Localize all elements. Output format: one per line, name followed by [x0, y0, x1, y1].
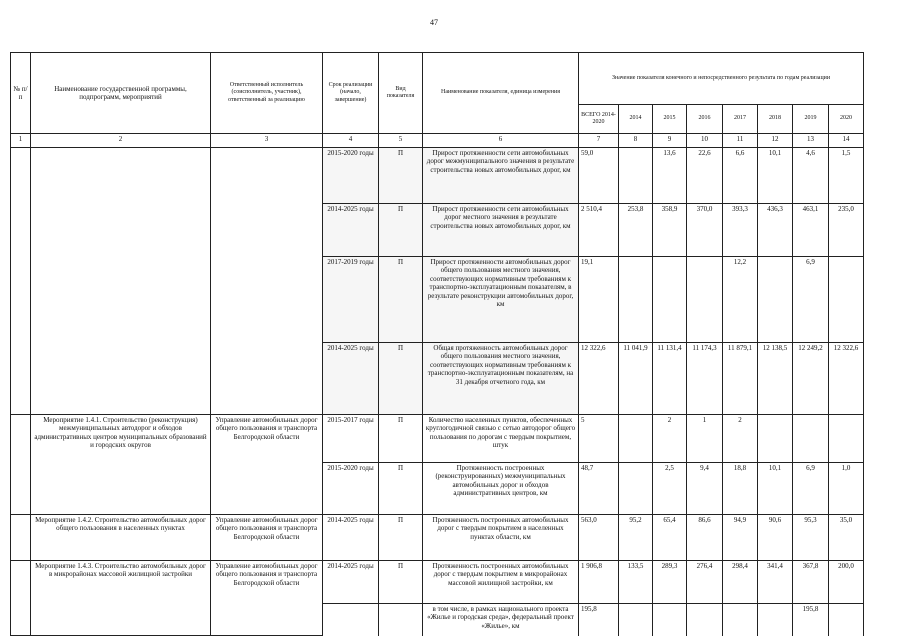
activity-name-cell: Мероприятие 1.4.1. Строительство (реконструкция) межмуниципальных автодорог и обходов административных центров муниципальных образований и городских округов [31, 415, 211, 515]
type-cell: П [379, 148, 423, 204]
header-year: 2015 [653, 105, 687, 134]
value-cell: 4,6 [793, 148, 829, 204]
value-cell: 22,6 [687, 148, 723, 204]
value-cell: 6,9 [793, 257, 829, 343]
value-cell: 2,5 [653, 463, 687, 515]
type-cell: П [379, 561, 423, 604]
value-cell [619, 415, 653, 463]
responsible-cell: Управление автомобильных дорог общего пользования и транспорта Белгородской области [211, 515, 323, 561]
indicator-cell: Прирост протяженности сети автомобильных дорог местного значения в результате строительства новых автомобильных дорог, км [423, 204, 579, 257]
value-cell: 1 [687, 415, 723, 463]
col-number: 10 [687, 134, 723, 148]
header-total: ВСЕГО 2014-2020 [579, 105, 619, 134]
type-cell: П [379, 515, 423, 561]
type-cell [379, 604, 423, 636]
value-cell: 18,8 [723, 463, 758, 515]
col-number: 8 [619, 134, 653, 148]
value-cell [653, 257, 687, 343]
term-cell: 2017-2019 годы [323, 257, 379, 343]
value-cell [619, 463, 653, 515]
indicator-cell: Протяженность построенных автомобильных дорог с твердым покрытием в населенных пунктах области, км [423, 515, 579, 561]
value-cell [793, 415, 829, 463]
header-year: 2016 [687, 105, 723, 134]
value-cell: 393,3 [723, 204, 758, 257]
total-cell: 563,0 [579, 515, 619, 561]
num-cell [11, 561, 31, 636]
header-num: № п/п [11, 53, 31, 134]
indicator-cell: Прирост протяженности сети автомобильных дорог межмуниципального значения в результате строительства новых автомобильных дорог, км [423, 148, 579, 204]
value-cell: 1,0 [829, 463, 864, 515]
value-cell: 35,0 [829, 515, 864, 561]
header-values-group: Значение показателя конечного и непосредственного результата по годам реализации [579, 53, 864, 105]
col-number: 12 [758, 134, 793, 148]
value-cell [687, 604, 723, 636]
col-number: 5 [379, 134, 423, 148]
value-cell: 95,3 [793, 515, 829, 561]
value-cell: 11 879,1 [723, 343, 758, 415]
value-cell [829, 415, 864, 463]
value-cell: 10,1 [758, 148, 793, 204]
col-number: 13 [793, 134, 829, 148]
header-term: Срок реализации (начало, завершение) [323, 53, 379, 134]
indicator-cell: Прирост протяженности автомобильных дорог общего пользования местного значения, соответствующих нормативным требованиям к транспортно-эксплуатационным показателям, в результате реконструкции автомобильных дорог, км [423, 257, 579, 343]
type-cell: П [379, 343, 423, 415]
responsible-cell [211, 148, 323, 415]
value-cell [619, 148, 653, 204]
header-responsible: Ответственный исполнитель (соисполнитель, участник), ответственный за реализацию [211, 53, 323, 134]
value-cell: 195,8 [793, 604, 829, 636]
header-year: 2019 [793, 105, 829, 134]
value-cell: 12 249,2 [793, 343, 829, 415]
term-cell: 2014-2025 годы [323, 204, 379, 257]
type-cell: П [379, 415, 423, 463]
value-cell: 11 041,9 [619, 343, 653, 415]
value-cell [619, 604, 653, 636]
value-cell [687, 257, 723, 343]
value-cell: 341,4 [758, 561, 793, 604]
table-row [11, 561, 864, 604]
col-number: 4 [323, 134, 379, 148]
value-cell: 370,0 [687, 204, 723, 257]
col-number: 9 [653, 134, 687, 148]
term-cell: 2015-2017 годы [323, 415, 379, 463]
value-cell: 11 131,4 [653, 343, 687, 415]
indicator-cell: Количество населенных пунктов, обеспеченных круглогодичной связью с сетью автодорог общего пользования по дорогам с твердым покрытием, штук [423, 415, 579, 463]
value-cell: 12 322,6 [829, 343, 864, 415]
value-cell: 253,8 [619, 204, 653, 257]
header-year: 2017 [723, 105, 758, 134]
value-cell [758, 604, 793, 636]
value-cell [829, 604, 864, 636]
header-year: 2020 [829, 105, 864, 134]
value-cell: 358,9 [653, 204, 687, 257]
term-cell: 2015-2020 годы [323, 463, 379, 515]
type-cell: П [379, 257, 423, 343]
value-cell: 12 138,5 [758, 343, 793, 415]
value-cell [723, 604, 758, 636]
value-cell: 289,3 [653, 561, 687, 604]
responsible-cell: Управление автомобильных дорог общего пользования и транспорта Белгородской области [211, 561, 323, 636]
term-cell [323, 604, 379, 636]
value-cell: 6,6 [723, 148, 758, 204]
total-cell: 2 510,4 [579, 204, 619, 257]
column-number-row [11, 134, 864, 148]
header-year: 2018 [758, 105, 793, 134]
indicator-cell: Протяженность построенных автомобильных дорог с твердым покрытием в микрорайонах массовой жилищной застройки, км [423, 561, 579, 604]
value-cell [653, 604, 687, 636]
header-year: 2014 [619, 105, 653, 134]
total-cell: 1 906,8 [579, 561, 619, 604]
total-cell: 195,8 [579, 604, 619, 636]
col-number: 1 [11, 134, 31, 148]
value-cell: 94,9 [723, 515, 758, 561]
value-cell: 367,8 [793, 561, 829, 604]
value-cell: 235,0 [829, 204, 864, 257]
type-cell: П [379, 204, 423, 257]
page-number: 47 [430, 18, 438, 27]
col-number: 14 [829, 134, 864, 148]
term-cell: 2014-2025 годы [323, 343, 379, 415]
value-cell: 133,5 [619, 561, 653, 604]
table-row [11, 148, 864, 204]
col-number: 6 [423, 134, 579, 148]
term-cell: 2014-2025 годы [323, 515, 379, 561]
indicator-cell: Общая протяженность автомобильных дорог общего пользования местного значения, соответствующих нормативным требованиям к транспортно-эксплуатационным показателям, на 31 декабря отчетного года, км [423, 343, 579, 415]
value-cell: 86,6 [687, 515, 723, 561]
name-cell [31, 148, 211, 415]
num-cell [11, 415, 31, 515]
total-cell: 59,0 [579, 148, 619, 204]
total-cell: 19,1 [579, 257, 619, 343]
activity-name-cell: Мероприятие 1.4.2. Строительство автомобильных дорог общего пользования в населенных пунктах [31, 515, 211, 561]
value-cell: 298,4 [723, 561, 758, 604]
indicator-cell: в том числе, в рамках национального проекта «Жилье и городская среда», федеральный проект «Жилье», км [423, 604, 579, 636]
total-cell: 12 322,6 [579, 343, 619, 415]
col-number: 11 [723, 134, 758, 148]
value-cell [619, 257, 653, 343]
col-number: 2 [31, 134, 211, 148]
results-table [10, 52, 864, 636]
value-cell: 6,9 [793, 463, 829, 515]
col-number: 7 [579, 134, 619, 148]
type-cell: П [379, 463, 423, 515]
table-row [11, 515, 864, 561]
col-number: 3 [211, 134, 323, 148]
responsible-cell: Управление автомобильных дорог общего пользования и транспорта Белгородской области [211, 415, 323, 515]
total-cell: 5 [579, 415, 619, 463]
header-name: Наименование государственной программы, подпрограмм, мероприятий [31, 53, 211, 134]
value-cell: 9,4 [687, 463, 723, 515]
value-cell: 11 174,3 [687, 343, 723, 415]
value-cell: 12,2 [723, 257, 758, 343]
header-type: Вид показателя [379, 53, 423, 134]
value-cell: 463,1 [793, 204, 829, 257]
indicator-cell: Протяженность построенных (реконструированных) межмуниципальных автомобильных дорог и обходов административных центров, км [423, 463, 579, 515]
value-cell: 10,1 [758, 463, 793, 515]
value-cell [829, 257, 864, 343]
total-cell: 48,7 [579, 463, 619, 515]
table-row [11, 415, 864, 463]
value-cell: 200,0 [829, 561, 864, 604]
value-cell: 2 [653, 415, 687, 463]
term-cell: 2014-2025 годы [323, 561, 379, 604]
value-cell [758, 257, 793, 343]
term-cell: 2015-2020 годы [323, 148, 379, 204]
value-cell: 65,4 [653, 515, 687, 561]
value-cell [758, 415, 793, 463]
num-cell [11, 515, 31, 561]
value-cell: 436,3 [758, 204, 793, 257]
num-cell [11, 148, 31, 415]
header-indicator: Наименование показателя, единица измерения [423, 53, 579, 134]
value-cell: 276,4 [687, 561, 723, 604]
value-cell: 90,6 [758, 515, 793, 561]
value-cell: 2 [723, 415, 758, 463]
value-cell: 13,6 [653, 148, 687, 204]
value-cell: 1,5 [829, 148, 864, 204]
activity-name-cell: Мероприятие 1.4.3. Строительство автомобильных дорог в микрорайонах массовой жилищной застройки [31, 561, 211, 636]
value-cell: 95,2 [619, 515, 653, 561]
